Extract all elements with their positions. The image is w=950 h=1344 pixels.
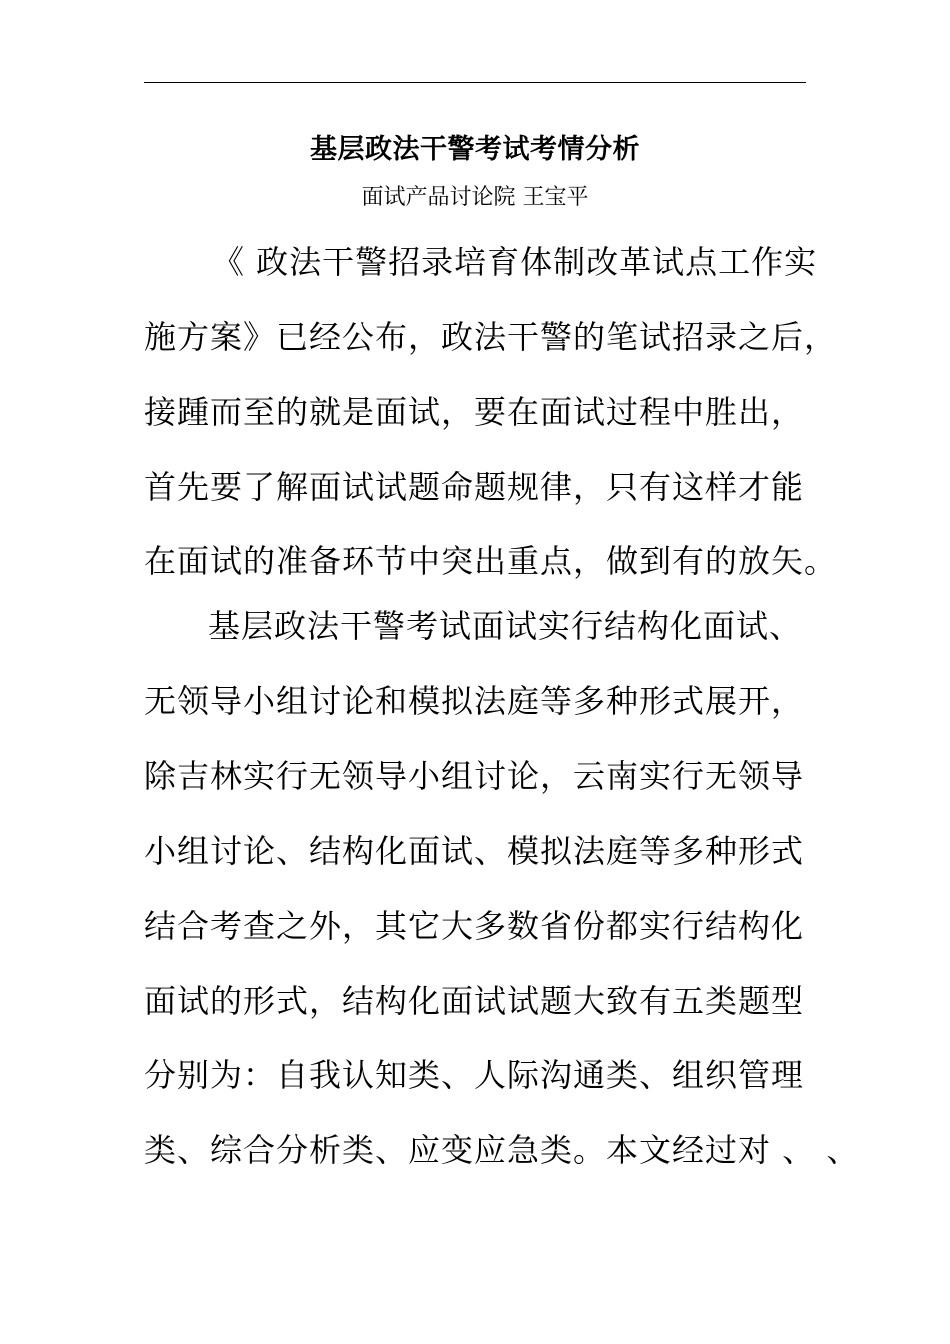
body-line: 在面试的准备环节中突出重点，做到有的放矢。	[144, 542, 838, 580]
body-line: 结合考查之外，其它大多数省份都实行结构化	[144, 907, 805, 945]
body-line: 面试的形式，结构化面试试题大致有五类题型	[144, 982, 805, 1020]
body-line: 小组讨论、结构化面试、模拟法庭等多种形式	[144, 832, 805, 870]
body-line: 分别为：自我认知类、人际沟通类、组织管理	[144, 1056, 805, 1094]
body-line: 类、综合分析类、应变应急类。本文经过对 、 、	[144, 1131, 860, 1169]
body-line: 施方案》已经公布，政法干警的笔试招录之后，	[144, 318, 838, 356]
document-title: 基层政法干警考试考情分析	[310, 134, 640, 165]
body-line: 《 政法干警招录培育体制改革试点工作实	[212, 243, 818, 281]
body-line: 首先要了解面试试题命题规律，只有这样才能	[144, 468, 805, 506]
body-line: 除吉林实行无领导小组讨论，云南实行无领导	[144, 757, 805, 795]
body-line: 无领导小组讨论和模拟法庭等多种形式展开，	[144, 682, 805, 720]
author-byline: 面试产品讨论院 王宝平	[361, 185, 589, 210]
header-rule	[144, 82, 806, 83]
body-line: 基层政法干警考试面试实行结构化面试、	[208, 607, 803, 645]
body-line: 接踵而至的就是面试，要在面试过程中胜出，	[144, 393, 805, 431]
